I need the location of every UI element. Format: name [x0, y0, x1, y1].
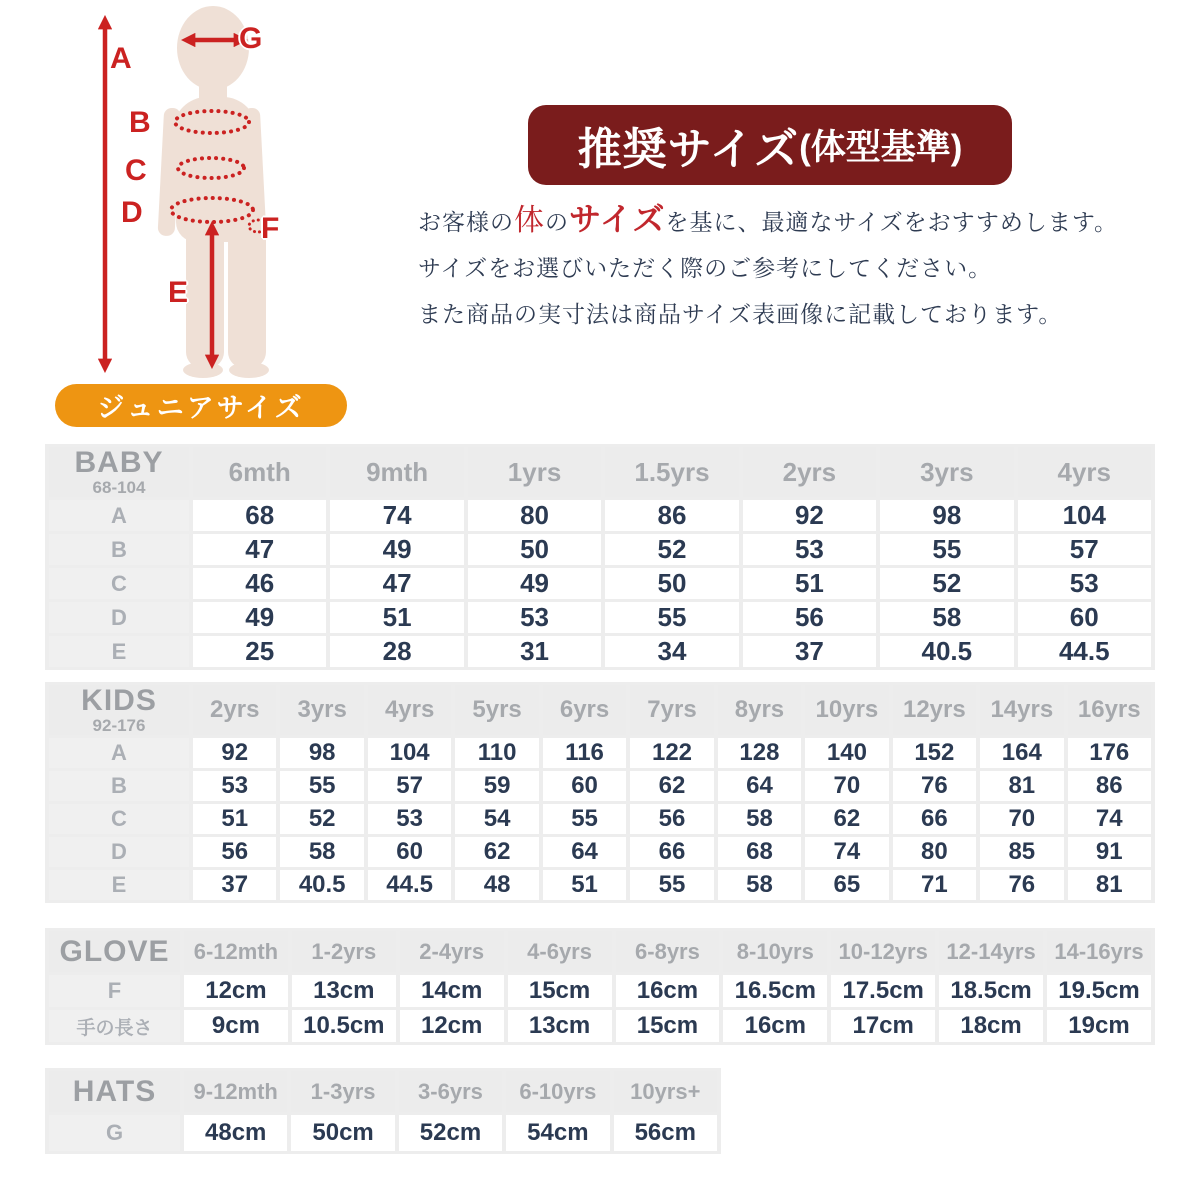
column-header-6yrs: 6yrs	[543, 685, 626, 735]
column-header-14yrs: 14yrs	[980, 685, 1063, 735]
size-value: 152	[893, 738, 976, 768]
row-label-B: B	[49, 771, 189, 801]
size-value: 86	[605, 500, 738, 531]
row-label-E: E	[49, 636, 189, 667]
table-row	[49, 975, 1151, 1007]
size-value: 12cm	[400, 1010, 504, 1042]
size-value: 10.5cm	[292, 1010, 396, 1042]
glove-table-name: GLOVE	[59, 934, 170, 968]
column-header-10yrs: 10yrs	[805, 685, 888, 735]
size-value: 18.5cm	[939, 975, 1043, 1007]
size-value: 80	[468, 500, 601, 531]
size-value: 54cm	[506, 1115, 609, 1151]
table-row	[49, 1010, 1151, 1042]
baby-table-range: 68-104	[92, 478, 146, 497]
table-row	[49, 568, 1151, 599]
size-value: 64	[718, 771, 801, 801]
row-label-D: D	[49, 602, 189, 633]
size-value: 65	[805, 870, 888, 900]
column-header-1yrs: 1yrs	[468, 447, 601, 497]
size-value: 52	[280, 804, 363, 834]
size-value: 71	[893, 870, 976, 900]
size-value: 16.5cm	[723, 975, 827, 1007]
column-header-6-10yrs: 6-10yrs	[506, 1071, 609, 1112]
size-value: 116	[543, 738, 626, 768]
column-header-5yrs: 5yrs	[455, 685, 538, 735]
size-value: 86	[1068, 771, 1151, 801]
size-value: 16cm	[723, 1010, 827, 1042]
hats-table-title	[49, 1071, 180, 1112]
size-value: 52	[605, 534, 738, 565]
description-line-1	[418, 196, 1118, 245]
size-value: 164	[980, 738, 1063, 768]
size-value: 80	[893, 837, 976, 867]
description-text	[418, 196, 1118, 337]
size-value: 62	[455, 837, 538, 867]
table-row	[49, 534, 1151, 565]
size-value: 66	[893, 804, 976, 834]
size-value: 15cm	[508, 975, 612, 1007]
column-header-2-4yrs: 2-4yrs	[400, 931, 504, 972]
measure-label-g: G	[239, 22, 263, 55]
size-value: 15cm	[616, 1010, 720, 1042]
description-line-3: また商品の実寸法は商品サイズ表画像に記載しております。	[418, 301, 1063, 327]
kids-size-table-section	[45, 682, 1155, 903]
size-value: 37	[193, 870, 276, 900]
baby-table-name: BABY	[74, 446, 164, 479]
size-value: 53	[468, 602, 601, 633]
size-value: 53	[1018, 568, 1151, 599]
size-value: 50	[605, 568, 738, 599]
size-value: 59	[455, 771, 538, 801]
column-header-10yrs+: 10yrs+	[614, 1071, 717, 1112]
size-value: 74	[330, 500, 463, 531]
size-value: 14cm	[400, 975, 504, 1007]
column-header-1-3yrs: 1-3yrs	[291, 1071, 394, 1112]
column-header-1-2yrs: 1-2yrs	[292, 931, 396, 972]
baby-size-table-section	[45, 444, 1155, 670]
size-value: 57	[368, 771, 451, 801]
size-value: 64	[543, 837, 626, 867]
size-value: 47	[330, 568, 463, 599]
measure-label-c: C	[125, 154, 147, 187]
table-row	[49, 804, 1151, 834]
size-value: 140	[805, 738, 888, 768]
size-value: 60	[543, 771, 626, 801]
column-header-16yrs: 16yrs	[1068, 685, 1151, 735]
size-value: 56	[743, 602, 876, 633]
size-value: 68	[718, 837, 801, 867]
size-value: 56	[193, 837, 276, 867]
size-value: 49	[468, 568, 601, 599]
column-header-4-6yrs: 4-6yrs	[508, 931, 612, 972]
size-value: 91	[1068, 837, 1151, 867]
size-value: 98	[280, 738, 363, 768]
size-value: 46	[193, 568, 326, 599]
size-value: 34	[605, 636, 738, 667]
size-value: 13cm	[508, 1010, 612, 1042]
size-value: 51	[543, 870, 626, 900]
size-value: 176	[1068, 738, 1151, 768]
row-label-D: D	[49, 837, 189, 867]
column-header-14-16yrs: 14-16yrs	[1047, 931, 1151, 972]
size-value: 17cm	[831, 1010, 935, 1042]
size-value: 44.5	[368, 870, 451, 900]
body-silhouette-diagram	[40, 0, 380, 430]
size-value: 48	[455, 870, 538, 900]
column-header-7yrs: 7yrs	[630, 685, 713, 735]
size-value: 128	[718, 738, 801, 768]
size-value: 55	[630, 870, 713, 900]
banner-title: 推奨サイズ	[577, 125, 800, 174]
size-value: 54	[455, 804, 538, 834]
size-value: 17.5cm	[831, 975, 935, 1007]
table-row	[49, 771, 1151, 801]
size-value: 74	[805, 837, 888, 867]
size-value: 110	[455, 738, 538, 768]
column-header-3-6yrs: 3-6yrs	[399, 1071, 502, 1112]
size-value: 55	[543, 804, 626, 834]
size-value: 19cm	[1047, 1010, 1151, 1042]
row-label-C: C	[49, 804, 189, 834]
size-value: 53	[193, 771, 276, 801]
column-header-9-12mth: 9-12mth	[184, 1071, 287, 1112]
column-header-2yrs: 2yrs	[193, 685, 276, 735]
kids-table-name: KIDS	[81, 684, 157, 717]
size-value: 92	[743, 500, 876, 531]
size-value: 48cm	[184, 1115, 287, 1151]
baby-table-title	[49, 447, 189, 497]
size-value: 50	[468, 534, 601, 565]
hats-size-table	[45, 1068, 721, 1154]
size-value: 12cm	[184, 975, 288, 1007]
measure-label-d: D	[121, 196, 143, 229]
size-value: 60	[1018, 602, 1151, 633]
size-value: 70	[980, 804, 1063, 834]
size-value: 40.5	[280, 870, 363, 900]
size-value: 76	[980, 870, 1063, 900]
size-value: 57	[1018, 534, 1151, 565]
size-value: 104	[368, 738, 451, 768]
size-value: 68	[193, 500, 326, 531]
size-value: 51	[193, 804, 276, 834]
column-header-2yrs: 2yrs	[743, 447, 876, 497]
table-row	[49, 738, 1151, 768]
size-value: 55	[880, 534, 1013, 565]
size-value: 53	[743, 534, 876, 565]
size-value: 19.5cm	[1047, 975, 1151, 1007]
column-header-8yrs: 8yrs	[718, 685, 801, 735]
size-value: 81	[980, 771, 1063, 801]
measure-label-f: F	[261, 212, 280, 245]
size-value: 76	[893, 771, 976, 801]
size-value: 122	[630, 738, 713, 768]
glove-size-table	[45, 928, 1155, 1045]
column-header-10-12yrs: 10-12yrs	[831, 931, 935, 972]
size-value: 60	[368, 837, 451, 867]
size-value: 40.5	[880, 636, 1013, 667]
desc-highlight-body: 体	[514, 204, 545, 237]
size-value: 51	[330, 602, 463, 633]
kids-size-table	[45, 682, 1155, 903]
size-value: 56	[630, 804, 713, 834]
glove-size-table-section	[45, 928, 1155, 1045]
desc-text: を基に、最適なサイズをおすすめします。	[665, 209, 1119, 235]
size-value: 104	[1018, 500, 1151, 531]
size-value: 52cm	[399, 1115, 502, 1151]
size-value: 25	[193, 636, 326, 667]
hats-size-table-section	[45, 1068, 721, 1154]
size-value: 16cm	[616, 975, 720, 1007]
size-value: 44.5	[1018, 636, 1151, 667]
size-value: 37	[743, 636, 876, 667]
row-label-手の長さ: 手の長さ	[49, 1010, 180, 1042]
size-value: 58	[880, 602, 1013, 633]
desc-text: の	[545, 209, 569, 235]
kids-table-title	[49, 685, 189, 735]
measure-label-a: A	[110, 42, 132, 75]
table-row	[49, 1115, 717, 1151]
row-label-E: E	[49, 870, 189, 900]
size-value: 81	[1068, 870, 1151, 900]
row-label-A: A	[49, 738, 189, 768]
row-label-B: B	[49, 534, 189, 565]
row-label-A: A	[49, 500, 189, 531]
size-value: 92	[193, 738, 276, 768]
size-value: 31	[468, 636, 601, 667]
table-row	[49, 500, 1151, 531]
column-header-4yrs: 4yrs	[1018, 447, 1151, 497]
row-label-G: G	[49, 1115, 180, 1151]
desc-highlight-size: サイズ	[569, 201, 666, 237]
column-header-6-12mth: 6-12mth	[184, 931, 288, 972]
size-value: 56cm	[614, 1115, 717, 1151]
description-line-2: サイズをお選びいただく際のご参考にしてください。	[418, 255, 993, 281]
size-value: 53	[368, 804, 451, 834]
size-value: 18cm	[939, 1010, 1043, 1042]
glove-table-title	[49, 931, 180, 972]
size-value: 51	[743, 568, 876, 599]
kids-table-range: 92-176	[92, 716, 146, 735]
size-value: 62	[805, 804, 888, 834]
size-value: 98	[880, 500, 1013, 531]
size-value: 49	[330, 534, 463, 565]
column-header-6-8yrs: 6-8yrs	[616, 931, 720, 972]
table-row	[49, 636, 1151, 667]
size-value: 52	[880, 568, 1013, 599]
row-label-F: F	[49, 975, 180, 1007]
baby-size-table	[45, 444, 1155, 670]
column-header-3yrs: 3yrs	[280, 685, 363, 735]
row-label-C: C	[49, 568, 189, 599]
recommended-size-banner	[528, 105, 1012, 185]
size-value: 55	[280, 771, 363, 801]
column-header-4yrs: 4yrs	[368, 685, 451, 735]
size-value: 58	[718, 870, 801, 900]
column-header-3yrs: 3yrs	[880, 447, 1013, 497]
size-value: 28	[330, 636, 463, 667]
column-header-1.5yrs: 1.5yrs	[605, 447, 738, 497]
junior-size-badge: ジュニアサイズ	[55, 384, 347, 427]
size-value: 13cm	[292, 975, 396, 1007]
column-header-6mth: 6mth	[193, 447, 326, 497]
column-header-12yrs: 12yrs	[893, 685, 976, 735]
table-row	[49, 837, 1151, 867]
banner-subtitle: (体型基準)	[799, 128, 963, 167]
column-header-12-14yrs: 12-14yrs	[939, 931, 1043, 972]
column-header-9mth: 9mth	[330, 447, 463, 497]
size-value: 85	[980, 837, 1063, 867]
size-value: 9cm	[184, 1010, 288, 1042]
size-value: 74	[1068, 804, 1151, 834]
size-value: 62	[630, 771, 713, 801]
size-value: 47	[193, 534, 326, 565]
measure-label-b: B	[129, 106, 151, 139]
desc-text: お客様の	[418, 209, 514, 235]
column-header-8-10yrs: 8-10yrs	[723, 931, 827, 972]
size-value: 55	[605, 602, 738, 633]
measure-label-e: E	[168, 276, 189, 309]
size-value: 58	[280, 837, 363, 867]
table-row	[49, 602, 1151, 633]
size-value: 49	[193, 602, 326, 633]
size-value: 58	[718, 804, 801, 834]
hats-table-name: HATS	[72, 1074, 157, 1108]
table-row	[49, 870, 1151, 900]
size-value: 66	[630, 837, 713, 867]
size-value: 70	[805, 771, 888, 801]
size-value: 50cm	[291, 1115, 394, 1151]
